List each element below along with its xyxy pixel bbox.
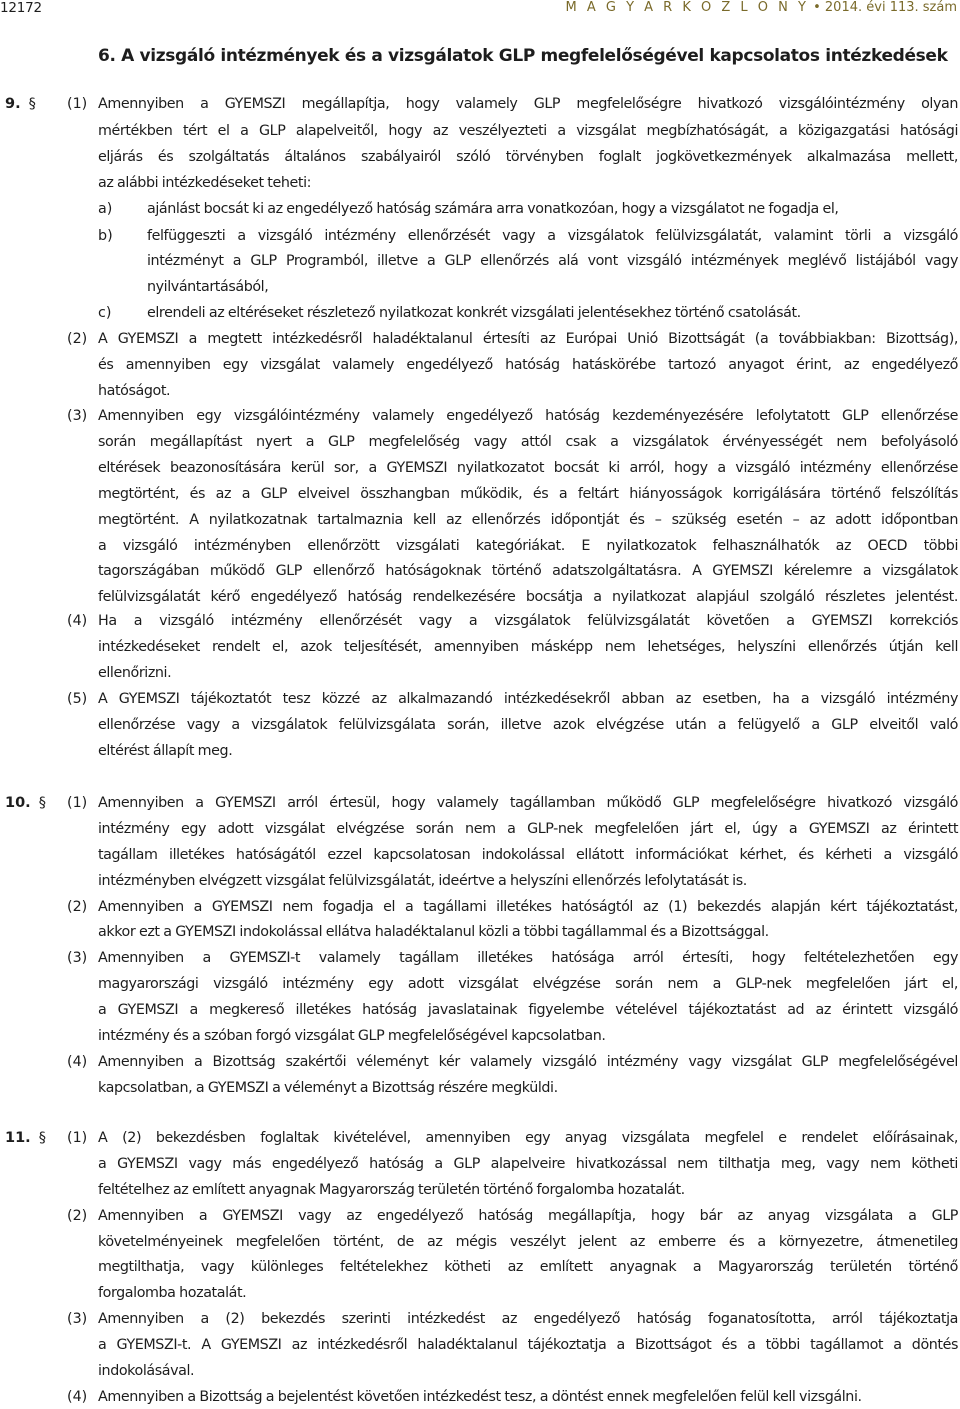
text-line: során megállapítást nyert a GLP megfelelőség vagy attól csak a vizsgálatok érvényességét nem befolyásoló: [98, 434, 958, 450]
text-line: intézményben elvégzett vizsgálat felülvizsgálatát, ideértve a helyszíni ellenőrzés lefolytatását is.: [98, 873, 747, 889]
text-line: Amennyiben egy vizsgálóintézmény valamely engedélyező hatóság kezdeményezésére lefolytatott GLP ellenőrzése: [98, 408, 958, 424]
text-line: Amennyiben a GYEMSZI arról értesül, hogy valamely tagállamban működő GLP megfelelőségre hivatkozó vizsgáló: [98, 795, 958, 811]
text-line: az alábbi intézkedéseket teheti:: [98, 175, 312, 191]
text-line: nyilvántartásából,: [147, 279, 269, 295]
paragraph-number: (3): [67, 950, 88, 966]
text-line: hatóságot.: [98, 383, 171, 399]
text-line: a vizsgáló intézményben ellenőrzött vizsgálati kategóriákat. E nyilatkozatok felhasználhatók az OECD többi: [98, 538, 958, 554]
paragraph-number: (4): [67, 613, 88, 629]
text-line: Amennyiben a GYEMSZI megállapítja, hogy valamely GLP megfelelőségre hivatkozó vizsgálóintézmény olyan: [98, 96, 958, 112]
paragraph-number: (2): [67, 899, 88, 915]
text-line: és amennyiben egy vizsgálat valamely engedélyező hatóság hatáskörébe tartozó anyagot érint, az engedélyező: [98, 357, 958, 373]
text-line: Amennyiben a Bizottság szakértői véleményt kér valamely vizsgáló intézmény vagy vizsgálat GLP megfelelőségével: [98, 1054, 958, 1070]
chapter-title: 6. A vizsgáló intézmények és a vizsgálatok GLP megfelelőségével kapcsolatos intézkedések: [98, 46, 948, 66]
text-line: feltételhez az említett anyagnak Magyarország területén történő forgalomba hozatalát.: [98, 1182, 685, 1198]
text-line: ellenőrizni.: [98, 665, 172, 681]
text-line: A GYEMSZI a megtett intézkedésről haladéktalanul értesíti az Európai Unió Bizottságát (a továbbiakban: Bizottság),: [98, 331, 958, 347]
section-num: 9.: [5, 96, 21, 112]
paragraph-number: (3): [67, 1311, 88, 1327]
section-10-number: [5, 792, 46, 814]
text-line: Amennyiben a (2) bekezdés szerinti intézkedést az engedélyező hatóság foganatosította, arról tájékoztatja: [98, 1311, 958, 1327]
text-line: magyarországi vizsgáló intézmény egy adott vizsgálat elvégzése során nem a GLP-nek megfelelően járt el,: [98, 976, 958, 992]
item-letter: c): [98, 305, 112, 321]
text-line: ajánlást bocsát ki az engedélyező hatóság számára arra vonatkozóan, hogy a vizsgálatot ne fogadja el,: [147, 201, 839, 217]
section-symbol: §: [38, 795, 46, 811]
text-line: indokolásával.: [98, 1363, 195, 1379]
section-11-number: [5, 1127, 46, 1149]
paragraph-number: (5): [67, 691, 88, 707]
text-line: intézményt a GLP Programból, illetve a GLP ellenőrzés alá vont vizsgáló intézmények meglévő listájából vagy: [147, 253, 958, 269]
text-line: eljárás és szolgáltatás általános szabályairól szóló törvényben foglalt jogkövetkezmények alkalmazása mellett,: [98, 149, 958, 165]
issue-label: 2014. évi 113. szám: [824, 0, 957, 15]
text-line: Amennyiben a Bizottság a bejelentést követően intézkedést tesz, a döntést ennek megfelelően felül kell vizsgálni.: [98, 1389, 862, 1405]
section-9-number: [5, 93, 36, 115]
text-line: követelményeinek megfelelően történt, de az mégis veszélyt jelent az emberre és a környezetre, átmenetileg: [98, 1234, 958, 1250]
text-line: forgalomba hozatalát.: [98, 1285, 247, 1301]
text-line: eltérést állapít meg.: [98, 743, 233, 759]
text-line: A GYEMSZI tájékoztatót tesz közzé az alkalmazandó intézkedésekről abban az esetben, ha a vizsgáló intézmény: [98, 691, 958, 707]
text-line: tagállam illetékes hatóságától ezzel kapcsolatosan indokolással ellátott információkat kérhet, és kérheti a vizsgáló: [98, 847, 958, 863]
text-line: mértékben tért el a GLP alapelveitől, hogy az veszélyezteti a vizsgálat megbízhatóságát, a közigazgatási hatósági: [98, 123, 958, 139]
text-line: intézmény egy adott vizsgálat elvégzése során nem a GLP-nek megfelelően járt el, úgy a GYEMSZI az érintett: [98, 821, 958, 837]
text-line: eltérések beazonosítására kerül sor, a GYEMSZI nyilatkozatot bocsát ki arról, hogy a vizsgáló intézmény ellenőrzése: [98, 460, 958, 476]
item-letter: b): [98, 228, 113, 244]
text-line: intézmény és a szóban forgó vizsgálat GLP megfelelőségével kapcsolatban.: [98, 1028, 606, 1044]
text-line: megtörtént. A nyilatkozatnak tartalmaznia kell az ellenőrzés időpontját és – szükség esetén – az adott időpontban: [98, 512, 958, 528]
paragraph-number: (1): [67, 1130, 88, 1146]
text-line: megtörtént, és az a GLP elveivel összhangban működik, és a feltárt hiányosságok korrigálására történő felszólítás: [98, 486, 958, 502]
text-line: megtilthatja, vagy különleges feltételekhez kötheti az említett anyagnak a Magyarország területén történő: [98, 1259, 958, 1275]
section-symbol: §: [38, 1130, 46, 1146]
text-line: Amennyiben a GYEMSZI vagy az engedélyező hatóság megállapítja, hogy bár az anyag vizsgálata a GLP: [98, 1208, 958, 1224]
text-line: a GYEMSZI-t. A GYEMSZI az intézkedésről haladéktalanul tájékoztatja a Bizottságot és a többi tagállamot a döntés: [98, 1337, 958, 1353]
text-line: felfüggeszti a vizsgáló intézmény ellenőrzését vagy a vizsgálatok felülvizsgálatát, valamint törli a vizsgáló: [147, 228, 958, 244]
header-bullet: •: [813, 0, 821, 15]
gazette-name: M A G Y A R K Ö Z L Ö N Y: [565, 0, 809, 15]
paragraph-number: (2): [67, 331, 88, 347]
section-num: 10.: [5, 795, 31, 811]
text-line: kapcsolatban, a GYEMSZI a véleményt a Bizottság részére megküldi.: [98, 1080, 558, 1096]
text-line: felülvizsgálatát kérő engedélyező hatóság rendelkezésére bocsátja a nyilatkozat alapjául szolgáló részletes jelentést.: [98, 589, 958, 605]
text-line: a GYEMSZI a megkereső illetékes hatóság javaslatainak figyelembe vételével tájékoztatást ad az érintett vizsgáló: [98, 1002, 958, 1018]
section-symbol: §: [28, 96, 36, 112]
text-line: Ha a vizsgáló intézmény ellenőrzését vagy a vizsgálatok felülvizsgálatát követően a GYEMSZI korrekciós: [98, 613, 958, 629]
text-line: intézkedéseket rendelt el, azok teljesítését, amennyiben másképp nem lehetséges, helyszíni ellenőrzés útján kell: [98, 639, 958, 655]
text-line: ellenőrzése vagy a vizsgálatok felülvizsgálata során, illetve azok elvégzése után a felügyelő a GLP elveitől való: [98, 717, 958, 733]
page-number: 12172: [0, 0, 42, 16]
gazette-masthead: [566, 0, 958, 16]
item-letter: a): [98, 201, 113, 217]
text-line: a GYEMSZI vagy más engedélyező hatóság a GLP alapelveire hivatkozással nem tilthatja meg, vagy nem kötheti: [98, 1156, 958, 1172]
paragraph-number: (4): [67, 1054, 88, 1070]
text-line: A (2) bekezdésben foglaltak kivételével, amennyiben egy anyag vizsgálata megfelel e rendelet előírásainak,: [98, 1130, 958, 1146]
section-num: 11.: [5, 1130, 31, 1146]
paragraph-number: (3): [67, 408, 88, 424]
text-line: Amennyiben a GYEMSZI-t valamely tagállam illetékes hatósága arról értesíti, hogy feltételezhetően egy: [98, 950, 958, 966]
text-line: tagországában működő GLP ellenőrző hatóságoknak történő adatszolgáltatásra. A GYEMSZI kérelemre a vizsgálatok: [98, 563, 958, 579]
page-header: [0, 0, 960, 22]
text-line: akkor ezt a GYEMSZI indokolással ellátva haladéktalanul közli a többi tagállammal és a Bizottsággal.: [98, 924, 769, 940]
paragraph-number: (4): [67, 1389, 88, 1405]
paragraph-number: (1): [67, 96, 88, 112]
text-line: Amennyiben a GYEMSZI nem fogadja el a tagállami illetékes hatóságtól az (1) bekezdés alapján kért tájékoztatást,: [98, 899, 958, 915]
text-line: elrendeli az eltéréseket részletező nyilatkozat konkrét vizsgálati jelentésekhez történő csatolását.: [147, 305, 801, 321]
paragraph-number: (1): [67, 795, 88, 811]
paragraph-number: (2): [67, 1208, 88, 1224]
